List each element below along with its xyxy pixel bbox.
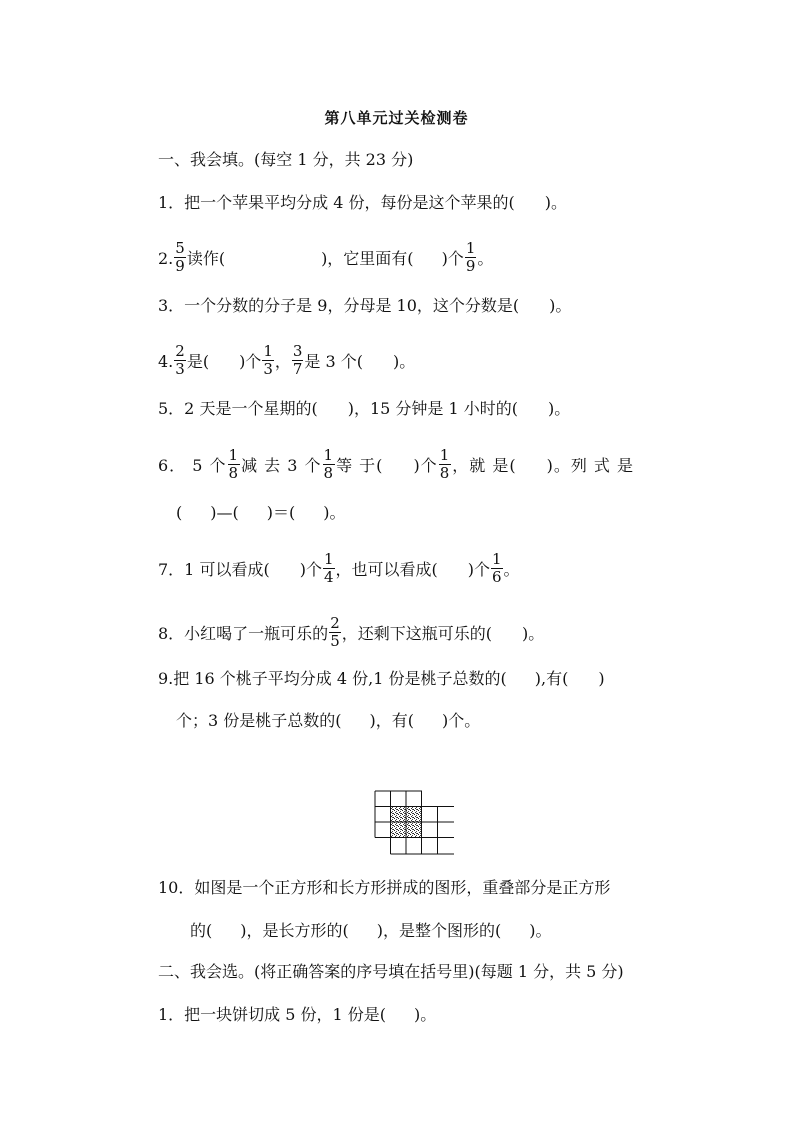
question-1-10: 10．如图是一个正方形和长方形拼成的图形，重叠部分是正方形 (158, 878, 611, 897)
q9-text-a: 9.把 16 个桃子平均分成 4 份,1 份是桃子总数的( (158, 669, 507, 688)
q4-text-c: ， (274, 352, 291, 371)
numerator: 1 (323, 446, 335, 464)
q1-text-b: )。 (544, 193, 568, 212)
numerator: 2 (330, 614, 340, 632)
denominator: 8 (323, 464, 335, 482)
q9-line2-a: 个；3 份是桃子总数的( (176, 711, 342, 730)
fraction (262, 343, 274, 378)
q2-text-a: 读作( (186, 249, 226, 268)
q2-text-d: 。 (477, 249, 494, 268)
numerator: 5 (175, 239, 185, 257)
denominator: 3 (263, 360, 273, 378)
fraction (174, 343, 186, 378)
denominator: 9 (465, 257, 476, 275)
s2q1-text-a: 1．把一块饼切成 5 份，1 份是( (158, 1005, 387, 1024)
numerator: 1 (263, 342, 273, 360)
fraction (439, 447, 452, 482)
section2-heading: 二、我会选。(将正确答案的序号填在括号里)(每题 1 分，共 5 分) (158, 962, 624, 981)
q6-formula-d: )。 (323, 503, 346, 522)
question-1-6-formula (176, 503, 345, 523)
denominator: 3 (175, 360, 185, 378)
q4-text-b: )个 (239, 352, 262, 371)
question-1-9 (158, 669, 605, 689)
q5-text-a: 5．2 天是一个星期的( (158, 399, 318, 418)
question-1-7 (158, 550, 520, 588)
q4-number: 4. (158, 352, 174, 371)
q6-text-a: 6． 5 个 (158, 456, 227, 475)
fraction (329, 615, 341, 650)
q3-text-a: 3．一个分数的分子是 9，分母是 10，这个分数是( (158, 296, 520, 315)
fraction (323, 551, 335, 586)
q5-text-c: )。 (548, 399, 571, 418)
q7-text-c: ，也可以看成( (335, 560, 438, 579)
q4-text-d: 是 3 个( (304, 352, 364, 371)
q9-text-c: ) (598, 669, 605, 688)
q2-text-b: )，它里面有( (321, 249, 414, 268)
fraction (292, 343, 304, 378)
question-1-4 (158, 342, 416, 380)
denominator: 4 (323, 568, 334, 586)
question-1-1 (158, 193, 567, 213)
fraction (228, 447, 241, 482)
q7-text-e: 。 (503, 560, 520, 579)
fraction (174, 240, 186, 275)
q4-text-a: 是( (186, 352, 210, 371)
denominator: 5 (330, 632, 340, 650)
q4-text-e: )。 (393, 352, 416, 371)
question-1-5 (158, 399, 570, 419)
denominator: 8 (228, 464, 240, 482)
denominator: 7 (292, 360, 303, 378)
q10-line2-c: )，是整个图形的( (376, 921, 502, 940)
q6-text-e: ，就 是( (452, 456, 517, 475)
q6-formula-b: )—( (210, 503, 239, 522)
numerator: 1 (439, 446, 451, 464)
question-1-3 (158, 296, 571, 316)
s2q1-text-b: )。 (414, 1005, 437, 1024)
question-1-6 (158, 446, 634, 484)
question-1-8 (158, 614, 545, 652)
q2-number: 2. (158, 249, 174, 268)
q3-text-b: )。 (549, 296, 572, 315)
q10-line2-a: 的( (190, 921, 213, 940)
q8-text-c: )。 (521, 624, 545, 643)
question-1-9-line2 (176, 711, 480, 731)
question-2-1 (158, 1005, 436, 1025)
q8-text-b: ，还剩下这瓶可乐的( (341, 624, 492, 643)
square-rectangle-overlap-figure (374, 790, 458, 862)
question-1-2 (158, 239, 494, 277)
numerator: 1 (492, 550, 502, 568)
q7-text-b: )个 (299, 560, 322, 579)
q2-text-c: )个 (441, 249, 464, 268)
denominator: 9 (175, 257, 185, 275)
q7-text-d: )个 (467, 560, 490, 579)
q6-formula-c: )＝( (266, 503, 296, 522)
numerator: 3 (292, 342, 303, 360)
q9-line2-b: )，有( (369, 711, 415, 730)
q7-text-a: 7．1 可以看成( (158, 560, 270, 579)
fraction (465, 240, 477, 275)
q6-text-d: )个 (413, 456, 438, 475)
q6-formula-a: ( (176, 503, 183, 522)
numerator: 1 (323, 550, 334, 568)
overlap-diagram (374, 790, 458, 858)
fraction (491, 551, 503, 586)
q6-text-f: )。列 式 是 (546, 456, 634, 475)
q1-text-a: 1．把一个苹果平均分成 4 份，每份是这个苹果的( (158, 193, 515, 212)
q5-text-b: )，15 分钟是 1 小时的( (347, 399, 518, 418)
section1-heading: 一、我会填。(每空 1 分，共 23 分) (158, 150, 414, 169)
numerator: 1 (228, 446, 240, 464)
numerator: 2 (175, 342, 185, 360)
denominator: 6 (492, 568, 502, 586)
q8-text-a: 8．小红喝了一瓶可乐的 (158, 624, 329, 643)
numerator: 1 (465, 239, 476, 257)
q9-line2-c: )个。 (442, 711, 481, 730)
q10-line2-d: )。 (529, 921, 552, 940)
question-1-10-line2 (190, 921, 552, 941)
fraction (323, 447, 336, 482)
q6-text-c: 等 于( (336, 456, 384, 475)
q6-text-b: 减 去 3 个 (241, 456, 322, 475)
q9-text-b: ),有( (534, 669, 569, 688)
q10-line2-b: )，是长方形的( (240, 921, 349, 940)
denominator: 8 (439, 464, 451, 482)
page-title: 第八单元过关检测卷 (324, 109, 469, 127)
